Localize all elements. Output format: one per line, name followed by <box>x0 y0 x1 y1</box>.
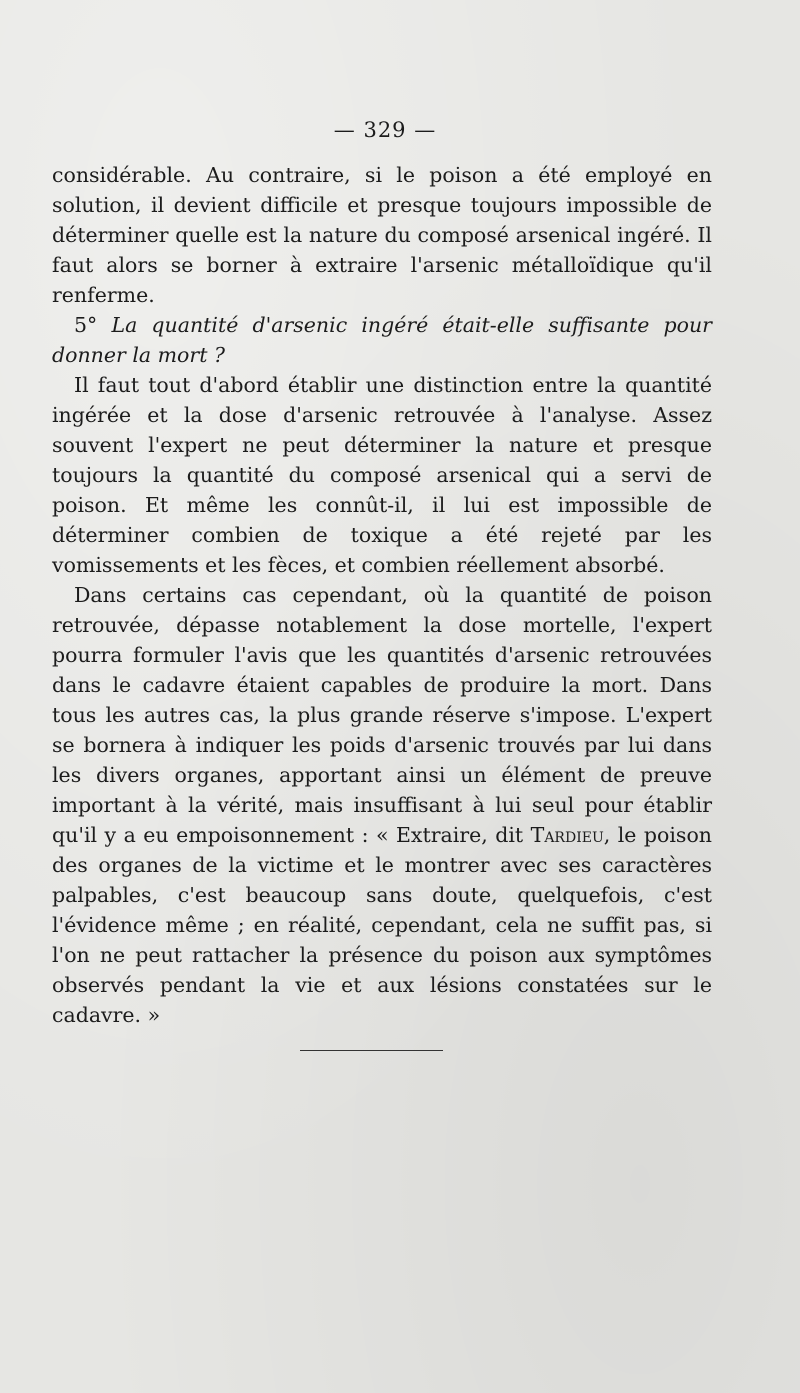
page-number: — 329 — <box>333 118 437 142</box>
section-number: 5° <box>74 313 98 337</box>
paragraph-continuation: considérable. Au contraire, si le poison a été employé en solution, il devient difficile et presque toujours impossible de déterminer quelle est la nature du composé arsenical ingéré. Il faut alors se borner à extraire l'arsenic métalloïdique qu'il renferme. <box>52 163 712 307</box>
end-rule <box>300 1050 443 1051</box>
paragraph-distinction: Il faut tout d'abord établir une distinction entre la quantité ingérée et la dose d'arsenic retrouvée à l'analyse. Assez souvent l'expert ne peut déterminer la nature et presque toujours la quantité du composé arsenical qui a servi de poison. Et même les connût-il, il lui est impossible de déterminer combien de toxique a été rejeté par les vomissements et les fèces, et combien réellement absorbé. <box>52 373 712 577</box>
body-text <box>52 160 712 1030</box>
author-name: Tardieu <box>530 823 604 847</box>
paragraph-expert-opinion <box>52 580 712 1030</box>
section-heading <box>52 310 712 370</box>
paragraph-part-1: Dans certains cas cependant, où la quantité de poison retrouvée, dépasse notablement la dose mortelle, l'expert pourra formuler l'avis que les quantités d'arsenic retrouvées dans le cadavre étaient capables de produire la mort. Dans tous les autres cas, la plus grande réserve s'impose. L'expert se bornera à indiquer les poids d'arsenic trouvés par lui dans les divers organes, apportant ainsi un élément de preuve important à la vérité, mais insuffisant à lui seul pour établir qu'il y a eu empoisonnement : « Extraire, dit <box>52 583 712 847</box>
paragraph-part-2: , le poison des organes de la victime et le montrer avec ses caractères palpables, c'est beaucoup sans doute, quelquefois, c'est l'évidence même ; en réalité, cependant, cela ne suffit pas, si l'on ne peut rattacher la présence du poison aux symptômes observés pendant la vie et aux lésions constatées sur le cadavre. » <box>52 823 712 1027</box>
section-question: La quantité d'arsenic ingéré était-elle suffisante pour donner la mort ? <box>52 313 712 367</box>
